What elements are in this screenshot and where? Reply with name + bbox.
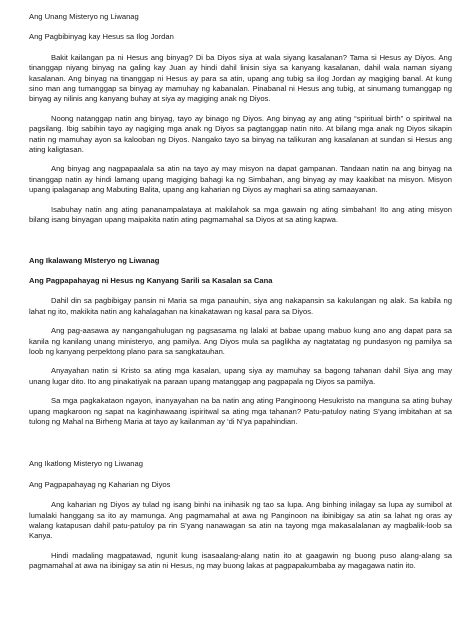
paragraph: Bakit kailangan pa ni Hesus ang binyag? Di ba Diyos siya at wala siyang kasalanan? Tama si Hesus ay Diyos. Ang tinanggap niyang binyag na galing kay Juan ay hindi dahil linisin siya sa kanyang kasalanan, dahil wala naman siyang kasalanan. Ang binyag na tinanggap ni Hesus ay para sa atin, upang ang tubig sa ilog Jordan ay magiging banal. At kung sino man ang tumanggap sa binyag ay mamuhay ng kabanalan. Pinabanal ni Hesus ang tubig, at sinumang tumanggap ng binyag ay nilinis ang kanyang buhay at siya ay magiging anak ng Diyos. <box>29 52 452 104</box>
section-second-mystery <box>29 256 452 428</box>
paragraph: Ang binyag ang nagpapaalala sa atin na tayo ay may misyon na dapat gampanan. Tandaan natin na ang binyag na tinanggap natin ay hindi lamang upang magiging bahagi ka ng Simbahan, ang binyag ay may kaakibat na misyon. Misyon upang ipalaganap ang Mabuting Balita, upang ang kaharian ng Diyos ay maghari sa ating samaayanan. <box>29 164 452 195</box>
section-title: Ang Unang Misteryo ng Liwanag <box>29 12 139 21</box>
paragraph: Isabuhay natin ang ating pananampalataya at makilahok sa mga gawain ng ating simbahan! Ito ang ating misyon bilang isang binyagan upang maipakita natin ating pagmamahal sa Diyos at sa ating kapwa. <box>29 204 452 225</box>
paragraph: Ang kaharian ng Diyos ay tulad ng isang binhi na inihasik ng tao sa lupa. Ang binhing inilagay sa lupa ay sumibol at lumalaki hanggang sa ito ay mamunga. Ang pagmamahal at awa ng Panginoon na ibinibigay sa atin sa lahat ng oras ay walang katapusan dahil patu-patuloy pa rin S’yang nanawagan sa atin na tayong mga makasalalanan ay magbalik-loob sa Kanya. <box>29 500 452 541</box>
section-subtitle: Ang Pagpapahayag ng Kaharian ng Diyos <box>29 479 171 489</box>
paragraph: Ang pag-aasawa ay nangangahulugan ng pagsasama ng lalaki at babae upang mabuo kung ano ang dapat para sa kanila ng kanilang unang ministeryo, ang pamilya. Ang Diyos mula sa paglikha ay nagtatatag ng pundasyon ng pamilya sa loob ng kanyang perpektong plano para sa sangkatauhan. <box>29 326 452 356</box>
section-title: Ang Ikatlong Misteryo ng Liwanag <box>29 459 143 469</box>
paragraph: Sa mga pagkakataon ngayon, inanyayahan na ba natin ang ating Panginoong Hesukristo na manguna sa ating buhay upang magkaroon ng sapat na kaginhawaang ispiritwal sa ating mga tahanan? Patu-patuloy nating S’yang imbitahan at sa tulong ng Mahal na Birheng Maria at tayo ay kailanman ay ‘di N’ya papahindian. <box>29 396 452 426</box>
section-subtitle: Ang Pagpapahayag ni Hesus ng Kanyang Sarili sa Kasalan sa Cana <box>29 275 273 285</box>
paragraph: Dahil din sa pagbibigay pansin ni Maria sa mga panauhin, siya ang nakapansin sa kakulangan ng alak. Sa kabila ng lahat ng ito, makikita natin ang kahalagahan na kinakatawan ng kasal para sa Diyos. <box>29 296 452 316</box>
paragraph: Hindi madaling magpatawad, ngunit kung isasaalang-alang natin ito at gaagawin ng buong puso alang-alang sa pagmamahal at awa na ibinigay sa atin ni Hesus, ng may buong lakas at pagpapakumbaba ay magagawa natin ito. <box>29 550 452 571</box>
paragraph: Anyayahan natin si Kristo sa ating mga kasalan, upang siya ay mamuhay sa bagong tahanan dahil Siya ang may unang lugar dito. Ito ang pinakatiyak na paraan upang matanggap ang pagpapala ng Diyos sa pamilya. <box>29 366 452 386</box>
section-subtitle: Ang Pagbibinyag kay Hesus sa Ilog Jordan <box>29 32 174 42</box>
section-third-mystery <box>29 459 452 571</box>
section-first-mystery <box>29 12 452 226</box>
paragraph: Noong natanggap natin ang binyag, tayo ay binago ng Diyos. Ang binyag ay ang ating “spiritual birth” o spiritwal na pagsilang. Ibig sabihin tayo ay nagiging mga anak ng Diyos sa pagtanggap natin nito. At bilang mga anak ng Diyos sikapin natin ng mamuhay ayon sa kalooban ng Diyos. Nangako tayo sa binyag na talikuran ang kasalanan at sundan si Hesus ang ating kaligtasan. <box>29 113 452 155</box>
section-title: Ang Ikalawang MIsteryo ng Liwanag <box>29 255 160 265</box>
